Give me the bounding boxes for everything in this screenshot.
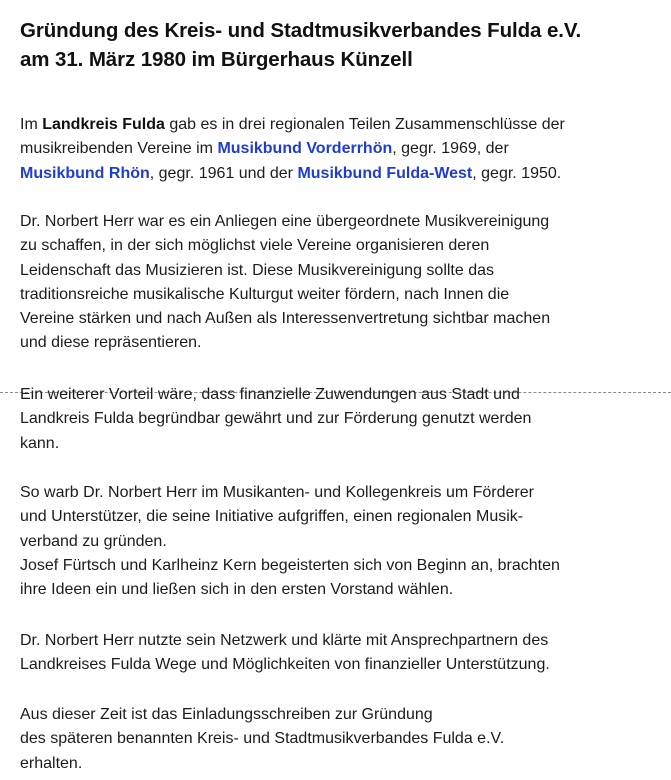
paragraph-line: Dr. Norbert Herr nutzte sein Netzwerk und klärte mit Ansprechpartnern des — [20, 632, 549, 649]
paragraph-line: Aus dieser Zeit ist das Einladungsschreiben zur Gründung — [20, 706, 433, 723]
paragraph-line — [20, 162, 665, 186]
paragraph-line: Ein weiterer Vorteil wäre, dass finanzielle Zuwendungen aus Stadt und — [20, 386, 520, 403]
paragraph-line: So warb Dr. Norbert Herr im Musikanten- und Kollegenkreis um Förderer — [20, 484, 534, 501]
link-musikbund-rhoen[interactable]: Musikbund Rhön — [20, 164, 150, 182]
paragraph-line — [20, 113, 665, 137]
paragraph-line: erhalten. — [20, 754, 83, 772]
title-line-1: Gründung des Kreis- und Stadtmusikverbandes Fulda e.V. — [20, 19, 582, 42]
text-fragment: gab es in drei regionalen Teilen Zusammenschlüsse der — [164, 116, 565, 133]
paragraph-line: Leidenschaft das Musizieren ist. Diese Musikvereinigung sollte das — [20, 261, 495, 279]
paragraph-motivation — [20, 210, 665, 356]
text-fragment: , gegr. 1950. — [472, 164, 562, 182]
paragraph-network — [20, 629, 665, 678]
paragraph-line: und Unterstützer, die seine Initiative aufgriffen, einen regionalen Musik- — [20, 508, 524, 526]
text-fragment: musikreibenden Vereine im — [20, 140, 218, 158]
paragraph-line — [20, 137, 665, 161]
text-fragment: Im — [20, 116, 43, 133]
paragraph-line: traditionsreiche musikalische Kulturgut weiter fördern, nach Innen die — [20, 285, 510, 303]
paragraph-funding-advantage — [20, 383, 665, 456]
text-fragment: , gegr. 1969, der — [392, 140, 509, 158]
paragraph-line: und diese repräsentieren. — [20, 334, 202, 352]
paragraph-line: des späteren benannten Kreis- und Stadtmusikverbandes Fulda e.V. — [20, 730, 505, 748]
paragraph-line: Landkreis Fulda begründbar gewährt und zur Förderung genutzt werden — [20, 410, 532, 428]
landkreis-fulda-bold: Landkreis Fulda — [42, 116, 165, 133]
link-musikbund-vorderrhoen[interactable]: Musikbund Vorderrhön — [217, 140, 393, 158]
text-fragment: , gegr. 1961 und der — [149, 164, 298, 182]
paragraph-line: kann. — [20, 434, 60, 452]
paragraph-line: Dr. Norbert Herr war es ein Anliegen eine übergeordnete Musikvereinigung — [20, 213, 550, 230]
paragraph-invitation-letter — [20, 703, 665, 776]
paragraph-regional-associations — [20, 113, 665, 186]
paragraph-line: Josef Fürtsch und Karlheinz Kern begeisterten sich von Beginn an, brachten — [20, 556, 560, 574]
paragraph-line: zu schaffen, in der sich möglichst viele Vereine organisieren deren — [20, 237, 490, 255]
paragraph-line: verband zu gründen. — [20, 532, 167, 550]
page-title — [20, 16, 660, 74]
link-musikbund-fulda-west[interactable]: Musikbund Fulda-West — [297, 164, 473, 182]
paragraph-line: Landkreises Fulda Wege und Möglichkeiten von finanzieller Unterstützung. — [20, 656, 550, 674]
title-line-2: am 31. März 1980 im Bürgerhaus Künzell — [20, 48, 413, 71]
paragraph-founding-initiative — [20, 481, 665, 602]
paragraph-line: ihre Ideen ein und ließen sich in den ersten Vorstand wählen. — [20, 581, 454, 599]
paragraph-line: Vereine stärken und nach Außen als Interessenvertretung sichtbar machen — [20, 310, 551, 328]
